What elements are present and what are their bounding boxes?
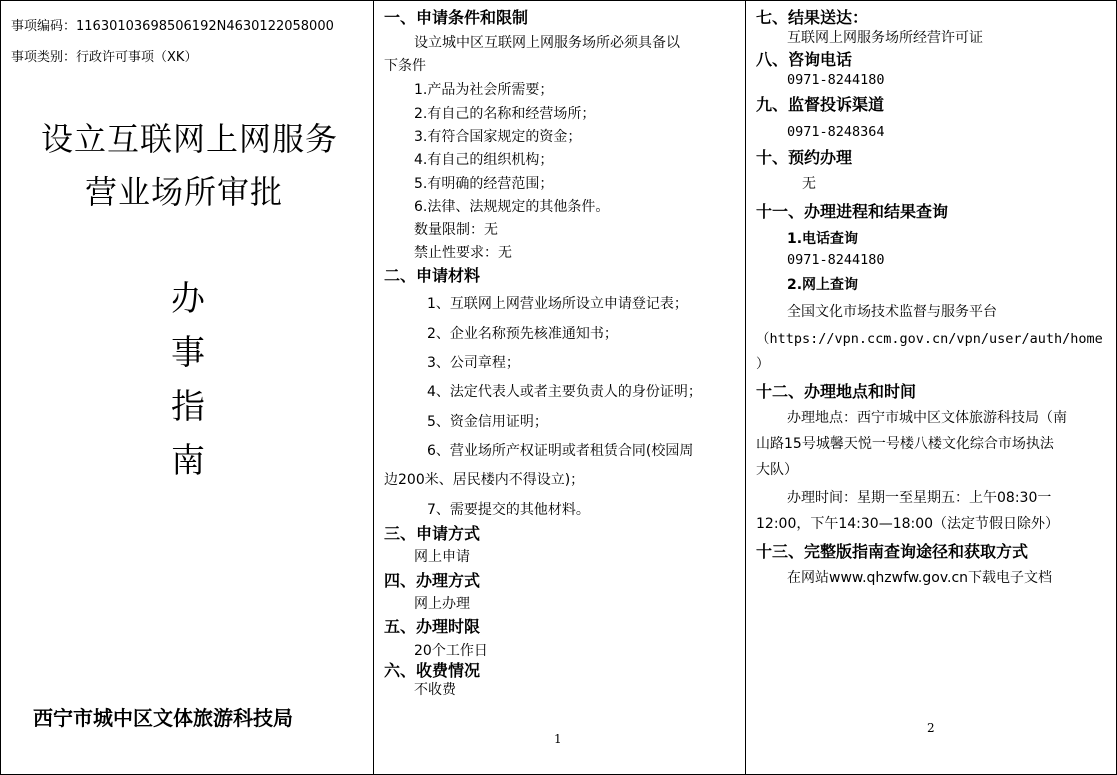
condition-item: 4.有自己的组织机构； — [414, 152, 554, 168]
section-heading-complaint-channel: 九、监督投诉渠道 — [756, 95, 885, 114]
prohibited-requirements: 禁止性要求：无 — [414, 245, 512, 261]
material-item: 3、公司章程； — [427, 355, 520, 371]
material-item: 4、法定代表人或者主要负责人的身份证明； — [427, 384, 702, 400]
agency-name: 西宁市城中区文体旅游科技局 — [33, 706, 293, 730]
online-query-platform: 全国文化市场技术监督与服务平台 — [787, 304, 997, 320]
page-number-2: 2 — [927, 721, 935, 735]
guide-char-3: 指 — [171, 387, 205, 427]
guide-char-1: 办 — [171, 279, 205, 319]
section-heading-time-limit: 五、办理时限 — [384, 617, 481, 636]
material-item: 5、资金信用证明； — [427, 414, 548, 430]
online-query-url: （https://vpn.ccm.gov.cn/vpn/user/auth/home — [756, 331, 1103, 347]
section-heading-full-guide: 十三、完整版指南查询途径和获取方式 — [756, 542, 1029, 561]
condition-item: 5.有明确的经营范围； — [414, 176, 554, 192]
phone-query-label: 1.电话查询 — [787, 231, 859, 247]
online-query-url-end: ） — [756, 356, 770, 372]
apply-method-value: 网上申请 — [414, 549, 470, 565]
office-address-line1: 办理地点：西宁市城中区文体旅游科技局（南 — [787, 410, 1067, 426]
office-address-line3: 大队） — [756, 462, 798, 478]
material-item-continued: 边200米、居民楼内不得设立)； — [384, 472, 585, 488]
result-delivery-value: 互联网上网服务场所经营许可证 — [787, 30, 983, 46]
consult-phone-value: 0971-8244180 — [787, 72, 885, 88]
item-code-value: 11630103698506192N4630122058000 — [76, 19, 334, 34]
phone-query-value: 0971-8244180 — [787, 252, 885, 268]
full-guide-value: 在网站www.qhzwfw.gov.cn下载电子文档 — [787, 570, 1053, 586]
section-heading-progress-query: 十一、办理进程和结果查询 — [756, 202, 949, 221]
condition-item: 1.产品为社会所需要； — [414, 82, 554, 98]
section-heading-apply-method: 三、申请方式 — [384, 524, 481, 543]
section-heading-consult-phone: 八、咨询电话 — [756, 50, 853, 69]
conditions-intro-line1: 设立城中区互联网上网服务场所必须具备以 — [414, 35, 680, 51]
section-heading-fees: 六、收费情况 — [384, 661, 481, 680]
cover-title-line1: 设立互联网上网服务 — [41, 120, 339, 158]
fees-value: 不收费 — [414, 682, 456, 698]
office-hours-line1: 办理时间：星期一至星期五：上午08:30一 — [787, 490, 1052, 506]
condition-item: 2.有自己的名称和经营场所； — [414, 106, 596, 122]
page-number-1: 1 — [554, 732, 562, 746]
section-heading-materials: 二、申请材料 — [384, 266, 481, 285]
column-divider-left — [373, 1, 374, 774]
office-hours-line2: 12:00，下午14:30—18:00（法定节假日除外） — [756, 516, 1060, 532]
item-code-label: 事项编码： — [11, 19, 77, 34]
section-heading-result-delivery: 七、结果送达： — [756, 8, 869, 27]
material-item: 2、企业名称预先核准通知书； — [427, 326, 618, 342]
material-item: 1、互联网上网营业场所设立申请登记表； — [427, 296, 688, 312]
condition-item: 3.有符合国家规定的资金； — [414, 129, 582, 145]
appointment-value: 无 — [802, 176, 816, 192]
office-address-line2: 山路15号城馨天悦一号楼八楼文化综合市场执法 — [756, 436, 1054, 452]
section-heading-appointment: 十、预约办理 — [756, 148, 853, 167]
section-heading-process-method: 四、办理方式 — [384, 571, 481, 590]
material-item: 6、营业场所产权证明或者租赁合同(校园周 — [427, 443, 694, 459]
cover-title-line2: 营业场所审批 — [85, 173, 284, 211]
guide-char-4: 南 — [171, 441, 205, 481]
material-item: 7、需要提交的其他材料。 — [427, 502, 590, 518]
column-divider-right — [745, 1, 746, 774]
item-type-value: 行政许可事项（XK） — [76, 50, 198, 65]
section-heading-location-hours: 十二、办理地点和时间 — [756, 382, 917, 401]
quantity-limit: 数量限制：无 — [414, 222, 498, 238]
section-heading-conditions: 一、申请条件和限制 — [384, 8, 529, 27]
online-query-label: 2.网上查询 — [787, 277, 859, 293]
condition-item: 6.法律、法规规定的其他条件。 — [414, 199, 610, 215]
process-method-value: 网上办理 — [414, 596, 470, 612]
item-code — [11, 20, 334, 34]
conditions-intro-line2: 下条件 — [384, 58, 426, 74]
complaint-phone-value: 0971-8248364 — [787, 124, 885, 140]
item-type-label: 事项类别： — [11, 50, 77, 65]
guide-char-2: 事 — [171, 333, 205, 373]
time-limit-value: 20个工作日 — [414, 643, 488, 659]
item-type — [11, 51, 197, 65]
